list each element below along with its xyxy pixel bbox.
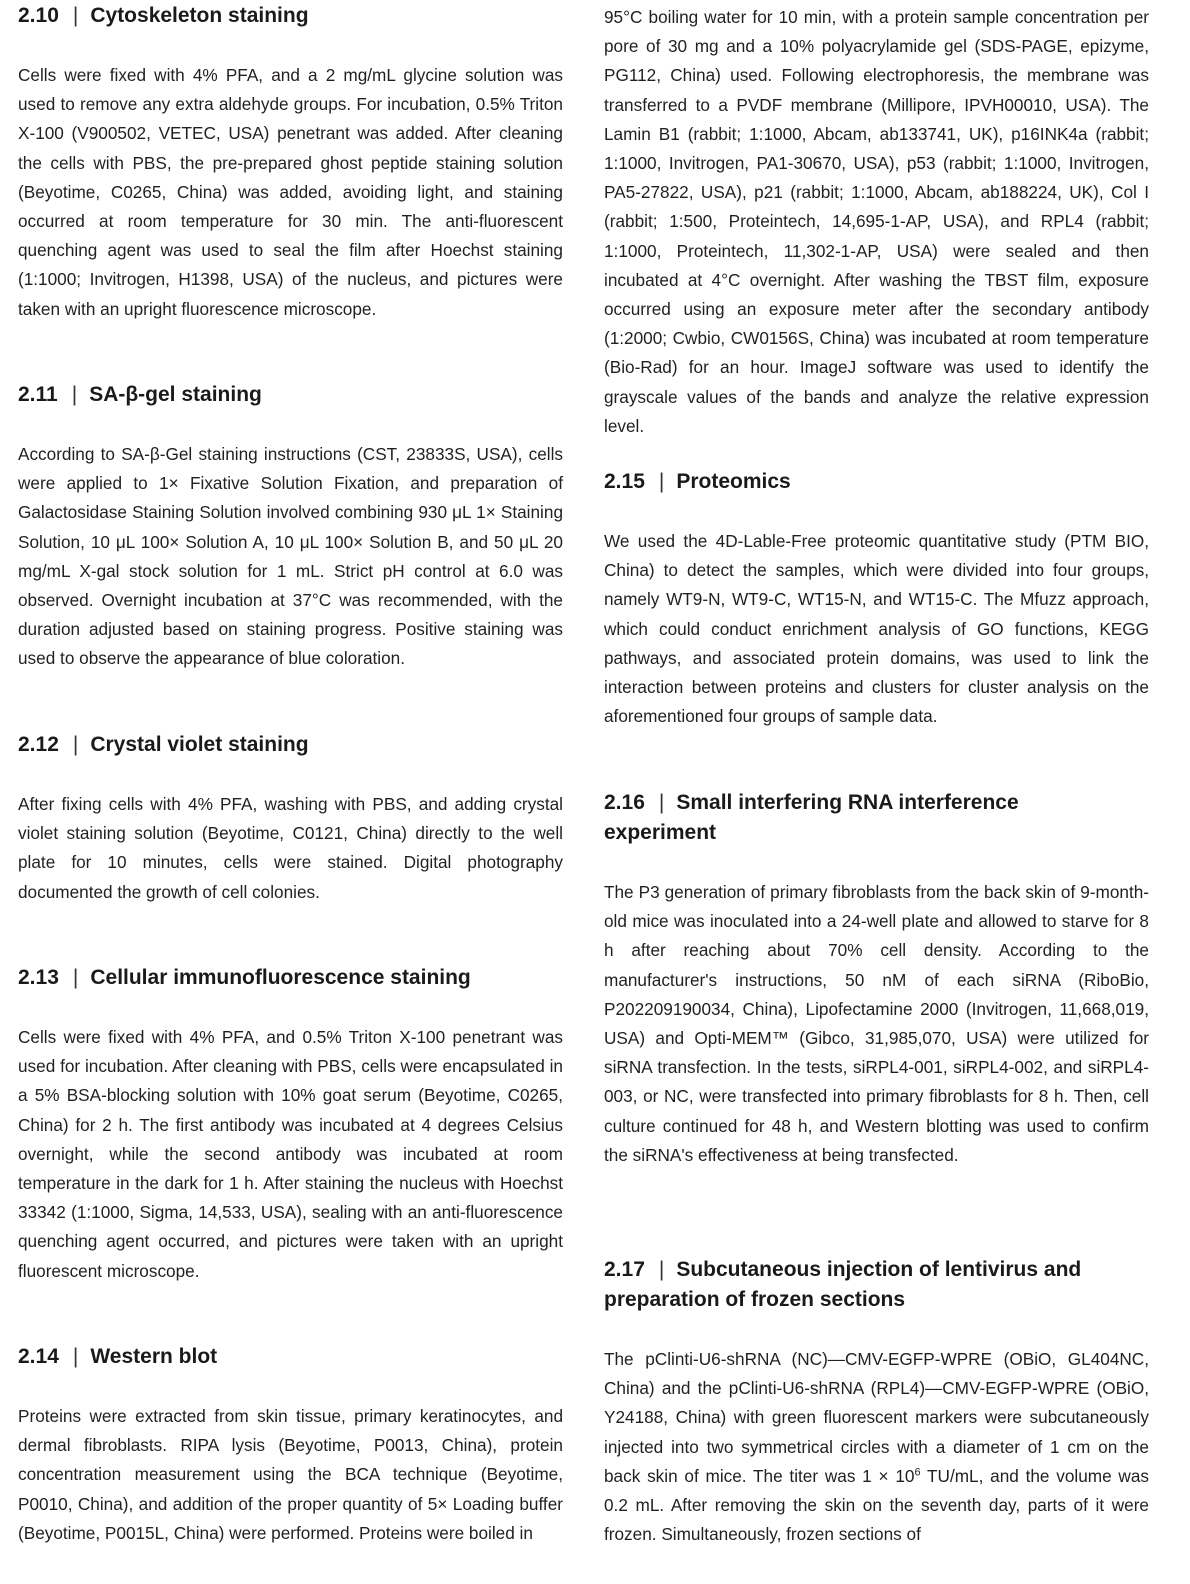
section-body: Cells were fixed with 4% PFA, and 0.5% Triton X-100 penetrant was used for incubation. After cleaning with PBS, cells were encapsulated in a 5% BSA-blocking solution with 10% goat serum (Beyotime, C0265, China) for 2 h. The first antibody was incubated at 4 degrees Celsius overnight, while the second antibody was incubated at room temperature in the dark for 1 h. After staining the nucleus with Hoechst 33342 (1:1000, Sigma, 14,533, USA), sealing with an anti-fluorescence quenching agent occurred, and pictures were taken with an upright fluorescent microscope. — [18, 1027, 563, 1281]
section-heading — [18, 963, 563, 993]
separator: | — [71, 383, 78, 406]
separator: | — [658, 791, 665, 814]
body-text-b: TU/mL, and the volume was 0.2 mL. After removing the skin on the seventh day, parts of it were frozen. Simultaneously, frozen sections of — [604, 1465, 1149, 1545]
section-number: 2.11 — [18, 383, 58, 406]
section-title: Western blot — [90, 1345, 218, 1368]
section-body: Proteins were extracted from skin tissue, primary keratinocytes, and dermal fibroblasts. RIPA lysis (Beyotime, P0013, China), protein concentration measurement using the BCA technique (Beyotime, P0010, China), and addition of the proper quantity of 5× Loading buffer (Beyotime, P0015L, China) were performed. Proteins were boiled in — [18, 1406, 563, 1543]
separator: | — [72, 733, 79, 756]
section-title: Cytoskeleton staining — [90, 4, 309, 27]
section-2-11 — [18, 380, 563, 674]
section-number: 2.10 — [18, 4, 59, 27]
section-2-12 — [18, 730, 563, 907]
separator: | — [658, 470, 665, 493]
section-heading — [604, 467, 1149, 497]
section-number: 2.12 — [18, 733, 59, 756]
section-2-15 — [604, 467, 1149, 731]
section-heading — [604, 788, 1064, 848]
section-2-14 — [18, 1342, 563, 1548]
exponent: 6 — [914, 1466, 921, 1479]
section-2-16 — [604, 788, 1149, 1170]
section-2-13 — [18, 963, 563, 1286]
section-heading — [604, 1255, 1124, 1315]
section-number: 2.14 — [18, 1345, 59, 1368]
separator: | — [72, 966, 79, 989]
section-number: 2.13 — [18, 966, 59, 989]
section-title: Cellular immunofluorescence staining — [90, 966, 471, 989]
separator: | — [658, 1258, 665, 1281]
section-title: SA-β-gel staining — [89, 383, 262, 406]
section-body: We used the 4D-Lable-Free proteomic quantitative study (PTM BIO, China) to detect the samples, which were divided into four groups, namely WT9-N, WT9-C, WT15-N, and WT15-C. The Mfuzz approach, which could conduct enrichment analysis of GO functions, KEGG pathways, and associated protein domains, was used to link the interaction between proteins and clusters for cluster analysis on the aforementioned four groups of sample data. — [604, 531, 1149, 727]
section-2-17 — [604, 1255, 1149, 1549]
section-title: Proteomics — [676, 470, 791, 493]
section-number: 2.16 — [604, 791, 645, 814]
section-body: After fixing cells with 4% PFA, washing with PBS, and adding crystal violet staining solution (Beyotime, C0121, China) directly to the well plate for 10 minutes, cells were stained. Digital photography documented the growth of cell colonies. — [18, 794, 563, 902]
section-body — [604, 1345, 1149, 1549]
section-2-10 — [18, 1, 563, 324]
section-heading — [18, 1, 563, 31]
section-body: Cells were fixed with 4% PFA, and a 2 mg/mL glycine solution was used to remove any extra aldehyde groups. For incubation, 0.5% Triton X-100 (V900502, VETEC, USA) penetrant was added. After cleaning the cells with PBS, the pre-prepared ghost peptide staining solution (Beyotime, C0265, China) was added, avoiding light, and staining occurred at room temperature for 30 min. The anti-fluorescent quenching agent was used to seal the film after Hoechst staining (1:1000; Invitrogen, H1398, USA) of the nucleus, and pictures were taken with an upright fluorescence microscope. — [18, 65, 563, 319]
section-heading — [18, 380, 563, 410]
section-2-14-continued — [604, 3, 1149, 441]
section-heading — [18, 730, 563, 760]
section-title: Crystal violet staining — [90, 733, 309, 756]
section-body: 95°C boiling water for 10 min, with a protein sample concentration per pore of 30 mg and a 10% polyacrylamide gel (SDS-PAGE, epizyme, PG112, China) used. Following electrophoresis, the membrane was transferred to a PVDF membrane (Millipore, IPVH00010, USA). The Lamin B1 (rabbit; 1:1000, Abcam, ab133741, UK), p16INK4a (rabbit; 1:1000, Invitrogen, PA1-30670, USA), p53 (rabbit; 1:1000, Invitrogen, PA5-27822, USA), p21 (rabbit; 1:1000, Abcam, ab188224, UK), Col I (rabbit; 1:500, Proteintech, 14,695-1-AP, USA), and RPL4 (rabbit; 1:1000, Proteintech, 11,302-1-AP, USA) were sealed and then incubated at 4°C overnight. After washing the TBST film, exposure occurred using an exposure meter after the secondary antibody (1:2000; Cwbio, CW0156S, China) was incubated at room temperature (Bio-Rad) for an hour. ImageJ software was used to identify the grayscale values of the bands and analyze the relative expression level. — [604, 7, 1149, 436]
section-number: 2.15 — [604, 470, 645, 493]
section-heading — [18, 1342, 563, 1372]
section-title: Small interfering RNA interference experiment — [604, 791, 1019, 844]
section-title: Subcutaneous injection of lentivirus and preparation of frozen sections — [604, 1258, 1082, 1311]
section-body: The P3 generation of primary fibroblasts from the back skin of 9-month-old mice was inoculated into a 24-well plate and allowed to starve for 8 h after reaching about 70% cell density. According to the manufacturer's instructions, 50 nM of each siRNA (RiboBio, P202209190034, China), Lipofectamine 2000 (Invitrogen, 11,668,019, USA) and Opti-MEM™ (Gibco, 31,985,070, USA) were utilized for siRNA transfection. In the tests, siRPL4-001, siRPL4-002, and siRPL4-003, or NC, were transfected into primary fibroblasts for 8 h. Then, cell culture continued for 48 h, and Western blotting was used to confirm the siRNA's effectiveness at being transfected. — [604, 882, 1149, 1165]
section-number: 2.17 — [604, 1258, 645, 1281]
section-body: According to SA-β-Gel staining instructions (CST, 23833S, USA), cells were applied to 1× Fixative Solution Fixation, and preparation of Galactosidase Staining Solution involved combining 930 μL 1× Staining Solution, 10 μL 100× Solution A, 10 μL 100× Solution B, and 50 μL 20 mg/mL X-gal stock solution for 1 mL. Strict pH control at 6.0 was observed. Overnight incubation at 37°C was recommended, with the duration adjusted based on staining progress. Positive staining was used to observe the appearance of blue coloration. — [18, 444, 563, 669]
body-text-a: The pClinti-U6-shRNA (NC)—CMV-EGFP-WPRE (OBiO, GL404NC, China) and the pClinti-U6-shRNA (RPL4)—CMV-EGFP-WPRE (OBiO, Y24188, China) with green fluorescent markers were subcutaneously injected into two symmetrical circles with a diameter of 1 cm on the back skin of mice. The titer was 1 × 10 — [604, 1349, 1149, 1486]
separator: | — [72, 1345, 79, 1368]
separator: | — [72, 4, 79, 27]
